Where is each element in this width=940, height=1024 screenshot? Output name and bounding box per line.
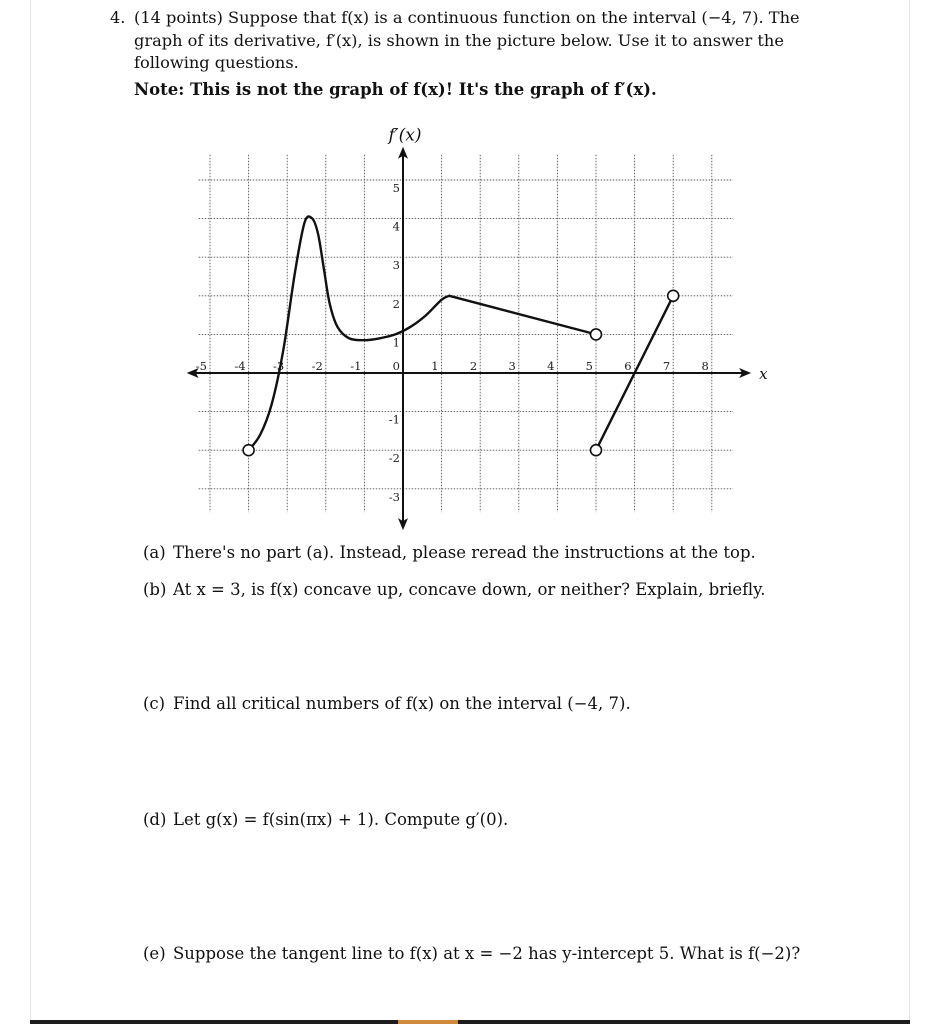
y-tick-label: -2 xyxy=(388,451,400,466)
question-a xyxy=(143,543,756,562)
y-tick-label: 1 xyxy=(392,335,400,350)
question-d-label: (d) xyxy=(143,810,167,829)
question-a-label: (a) xyxy=(143,543,166,562)
x-axis-label: x xyxy=(759,365,768,383)
open-circle-point xyxy=(591,445,602,456)
x-tick-label: 3 xyxy=(508,359,516,373)
y-tick-label: 5 xyxy=(392,181,400,195)
problem-number: 4. xyxy=(110,8,126,27)
x-tick-label: -4 xyxy=(234,359,246,373)
question-e xyxy=(143,944,800,963)
problem-text-1: (14 points) Suppose that f(x) is a continuous function on the interval (−4, 7). The xyxy=(134,8,800,27)
y-tick-label: 2 xyxy=(392,296,400,311)
y-tick-label: 3 xyxy=(392,258,400,273)
open-circle-point xyxy=(243,445,254,456)
x-tick-label: -5 xyxy=(195,359,207,373)
question-c-label: (c) xyxy=(143,694,166,713)
x-tick-label: 4 xyxy=(547,359,555,373)
bottom-bar xyxy=(30,1020,910,1024)
x-tick-label: 7 xyxy=(662,359,671,373)
series-line-2 xyxy=(449,296,596,335)
x-tick-label: 6 xyxy=(624,359,632,373)
y-tick-label: 4 xyxy=(392,219,400,234)
y-axis-label: f′(x) xyxy=(388,125,422,146)
bottom-accent xyxy=(398,1020,458,1024)
x-tick-label: 1 xyxy=(431,359,439,373)
chart-svg xyxy=(180,125,768,523)
x-tick-label: -3 xyxy=(272,359,285,373)
question-b xyxy=(143,580,766,599)
x-tick-label: 2 xyxy=(469,359,478,373)
question-c xyxy=(143,694,631,713)
y-tick-label: -1 xyxy=(388,412,400,427)
open-circle-point xyxy=(591,329,602,340)
derivative-graph xyxy=(180,125,768,523)
problem-line-3: following questions. xyxy=(134,53,299,72)
question-c-text: Find all critical numbers of f(x) on the interval (−4, 7). xyxy=(173,694,631,713)
question-d xyxy=(143,810,508,829)
y-tick-label: -3 xyxy=(388,489,400,504)
question-e-text: Suppose the tangent line to f(x) at x = −2 has y-intercept 5. What is f(−2)? xyxy=(173,944,801,963)
question-b-text: At x = 3, is f(x) concave up, concave down, or neither? Explain, briefly. xyxy=(173,580,766,599)
question-a-text: There's no part (a). Instead, please reread the instructions at the top. xyxy=(173,543,756,562)
x-tick-label: 8 xyxy=(701,359,709,373)
page-left-edge xyxy=(30,0,31,1024)
x-tick-label: -2 xyxy=(311,359,323,373)
question-d-text: Let g(x) = f(sin(πx) + 1). Compute g′(0). xyxy=(173,810,509,829)
problem-line-2: graph of its derivative, f′(x), is shown in the picture below. Use it to answer the xyxy=(134,30,784,50)
question-e-label: (e) xyxy=(143,944,166,963)
question-b-label: (b) xyxy=(143,580,167,599)
series-line-1 xyxy=(249,216,450,450)
problem-header xyxy=(110,7,810,75)
x-tick-label: -1 xyxy=(350,359,362,373)
page-right-edge xyxy=(909,0,910,1024)
x-tick-label: 0 xyxy=(392,359,400,373)
open-circle-point xyxy=(668,290,679,301)
problem-line-1 xyxy=(110,7,810,30)
x-tick-label: 5 xyxy=(585,359,593,373)
note: Note: This is not the graph of f(x)! It's the graph of f′(x). xyxy=(134,80,657,99)
